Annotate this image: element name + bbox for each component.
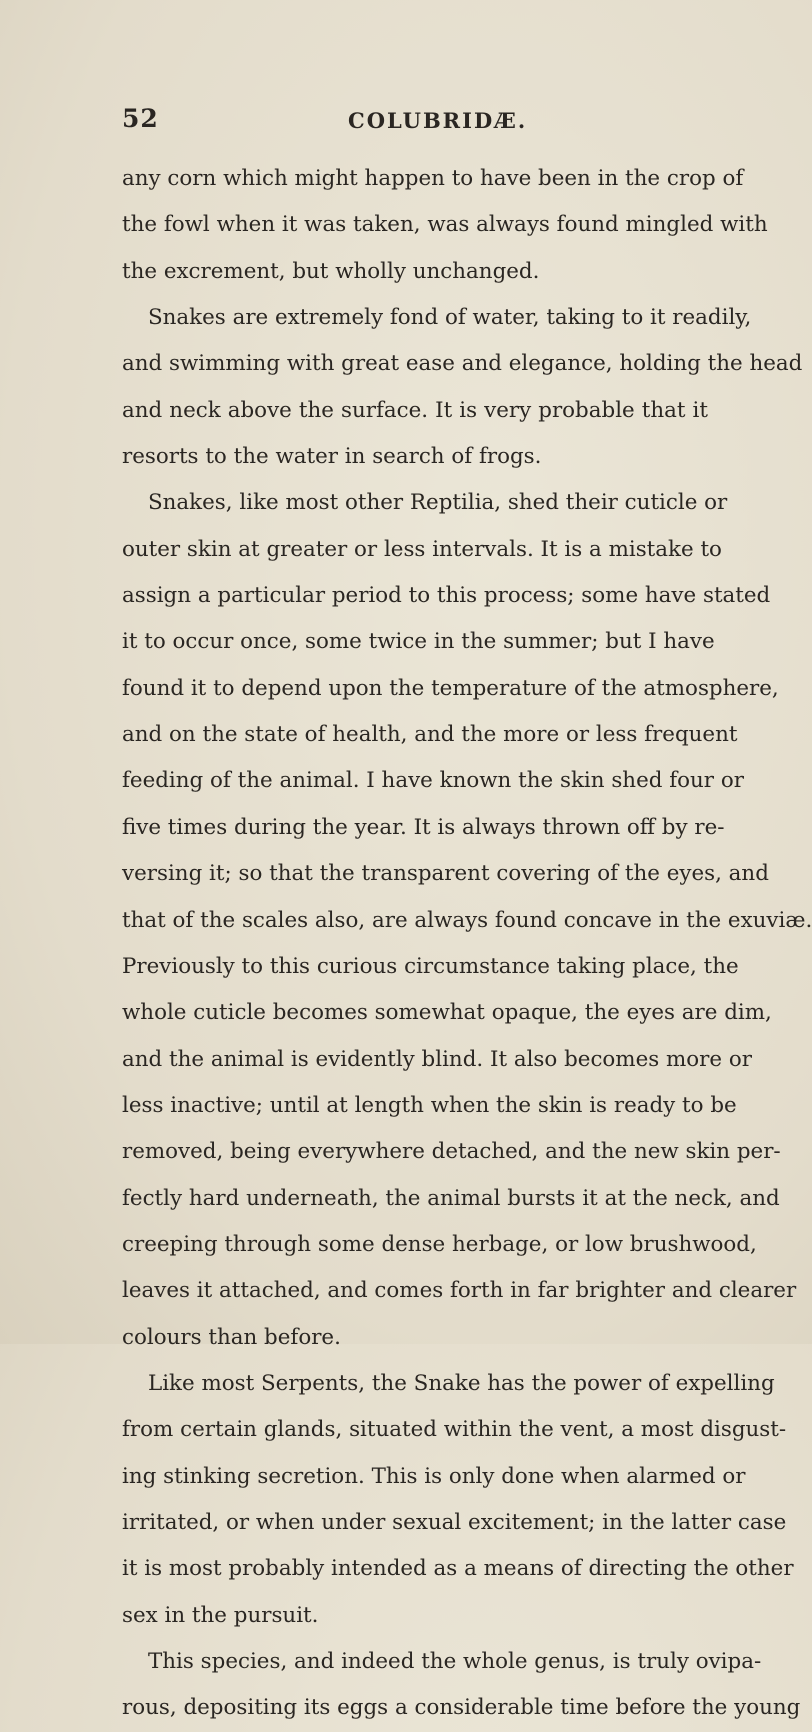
text-line: outer skin at greater or less intervals. It is a mistake to xyxy=(122,536,722,562)
text-line: leaves it attached, and comes forth in far brighter and clearer xyxy=(122,1278,797,1304)
text-line: whole cuticle becomes somewhat opaque, the eyes are dim, xyxy=(122,1000,772,1026)
text-line: less inactive; until at length when the skin is ready to be xyxy=(122,1092,737,1118)
text-line: that of the scales also, are always found concave in the exuviæ. xyxy=(122,907,812,933)
text-line: and neck above the surface. It is very probable that it xyxy=(122,397,708,423)
text-line: found it to depend upon the temperature of the atmosphere, xyxy=(122,675,779,701)
text-line: Snakes, like most other Reptilia, shed their cuticle or xyxy=(148,490,728,516)
text-line: resorts to the water in search of frogs. xyxy=(122,444,542,470)
text-line: creeping through some dense herbage, or low brushwood, xyxy=(122,1231,757,1257)
text-line: it is most probably intended as a means of directing the other xyxy=(122,1556,794,1582)
text-line: sex in the pursuit. xyxy=(122,1602,319,1628)
text-line: and swimming with great ease and elegance, holding the head xyxy=(122,351,803,377)
text-line: feeding of the animal. I have known the skin shed four or xyxy=(122,768,744,794)
text-line: the fowl when it was taken, was always found mingled with xyxy=(122,212,768,238)
text-line: and the animal is evidently blind. It also becomes more or xyxy=(122,1046,752,1072)
text-line: Snakes are extremely fond of water, taking to it readily, xyxy=(148,305,752,331)
text-line: Like most Serpents, the Snake has the power of expelling xyxy=(148,1370,775,1396)
text-line: and on the state of health, and the more or less frequent xyxy=(122,722,738,748)
text-line: removed, being everywhere detached, and the new skin per- xyxy=(122,1139,781,1165)
text-line: fectly hard underneath, the animal bursts it at the neck, and xyxy=(122,1185,780,1211)
running-head: COLUBRIDÆ. xyxy=(348,108,528,133)
text-line: colours than before. xyxy=(122,1324,341,1350)
page-header xyxy=(122,104,722,144)
text-line: rous, depositing its eggs a considerable time before the young xyxy=(122,1695,801,1721)
body-text xyxy=(122,156,812,1732)
page-number: 52 xyxy=(122,104,159,133)
text-line: any corn which might happen to have been in the crop of xyxy=(122,166,744,191)
text-line: Previously to this curious circumstance taking place, the xyxy=(122,953,739,979)
text-line: ing stinking secretion. This is only done when alarmed or xyxy=(122,1463,746,1489)
text-line: assign a particular period to this process; some have stated xyxy=(122,583,771,609)
text-line: five times during the year. It is always thrown off by re- xyxy=(122,814,725,840)
text-line: irritated, or when under sexual excitement; in the latter case xyxy=(122,1509,787,1535)
text-line: it to occur once, some twice in the summer; but I have xyxy=(122,629,715,655)
text-line: from certain glands, situated within the vent, a most disgust- xyxy=(122,1417,787,1443)
text-line: This species, and indeed the whole genus, is truly ovipa- xyxy=(148,1649,762,1674)
text-line: the excrement, but wholly unchanged. xyxy=(122,258,540,284)
text-line: versing it; so that the transparent covering of the eyes, and xyxy=(122,861,769,887)
